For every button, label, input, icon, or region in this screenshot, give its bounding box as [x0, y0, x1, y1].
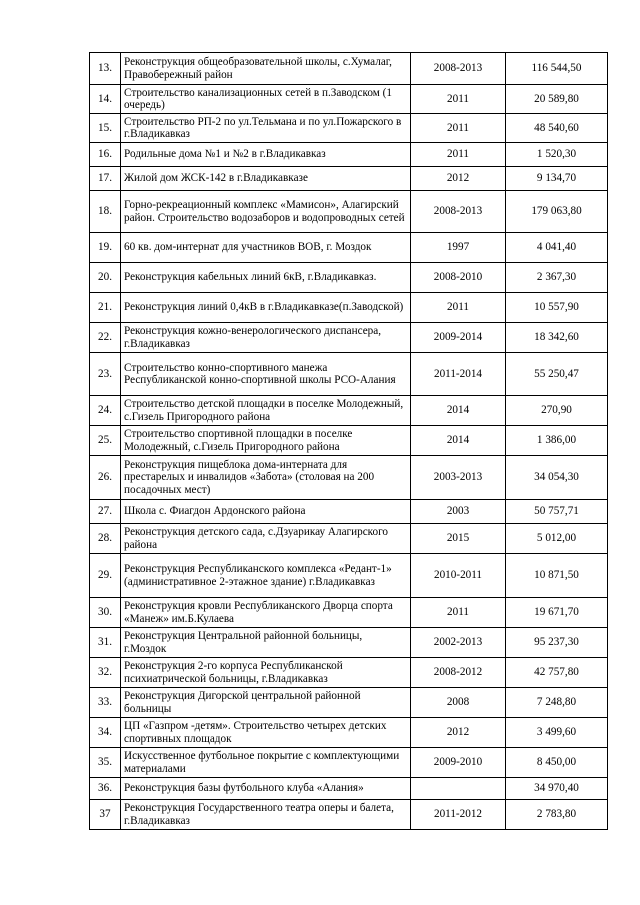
- project-years: 2008-2013: [411, 53, 506, 85]
- project-years: [411, 778, 506, 800]
- project-name: ЦП «Газпром -детям». Строительство четырех детских спортивных площадок: [121, 718, 411, 748]
- row-number: 26.: [90, 456, 121, 500]
- project-amount: 20 589,80: [506, 85, 608, 114]
- row-number: 21.: [90, 293, 121, 323]
- project-name: Строительство канализационных сетей в п.Заводском (1 очередь): [121, 85, 411, 114]
- row-number: 30.: [90, 598, 121, 628]
- project-amount: 270,90: [506, 396, 608, 426]
- project-amount: 5 012,00: [506, 524, 608, 554]
- project-years: 2003-2013: [411, 456, 506, 500]
- project-years: 2002-2013: [411, 628, 506, 658]
- row-number: 20.: [90, 263, 121, 293]
- project-name: Горно-рекреационный комплекс «Мамисон», Алагирский район. Строительство водозаборов и водопроводных сетей: [121, 191, 411, 233]
- table-row: [90, 554, 608, 598]
- row-number: 37: [90, 800, 121, 830]
- project-amount: 3 499,60: [506, 718, 608, 748]
- row-number: 32.: [90, 658, 121, 688]
- project-years: 2011-2012: [411, 800, 506, 830]
- table-row: [90, 263, 608, 293]
- project-name: Реконструкция 2-го корпуса Республиканской психиатрической больницы, г.Владикавказ: [121, 658, 411, 688]
- project-amount: 55 250,47: [506, 353, 608, 396]
- project-name: Строительство РП-2 по ул.Тельмана и по ул.Пожарского в г.Владикавказ: [121, 114, 411, 143]
- project-amount: 7 248,80: [506, 688, 608, 718]
- project-years: 2011: [411, 85, 506, 114]
- project-years: 2008: [411, 688, 506, 718]
- project-name: Реконструкция Республиканского комплекса «Редант-1» (административное 2-этажное здание) г.Владикавказ: [121, 554, 411, 598]
- table-row: [90, 167, 608, 191]
- project-name: Школа с. Фиагдон Ардонского района: [121, 500, 411, 524]
- row-number: 28.: [90, 524, 121, 554]
- table-row: [90, 718, 608, 748]
- project-name: Реконструкция кровли Республиканского Дворца спорта «Манеж» им.Б.Кулаева: [121, 598, 411, 628]
- row-number: 27.: [90, 500, 121, 524]
- project-name: Строительство конно-спортивного манежа Республиканской конно-спортивной школы РСО-Алания: [121, 353, 411, 396]
- project-amount: 8 450,00: [506, 748, 608, 778]
- project-amount: 10 871,50: [506, 554, 608, 598]
- project-years: 2012: [411, 167, 506, 191]
- row-number: 19.: [90, 233, 121, 263]
- project-amount: 2 367,30: [506, 263, 608, 293]
- project-amount: 34 970,40: [506, 778, 608, 800]
- row-number: 18.: [90, 191, 121, 233]
- table-row: [90, 778, 608, 800]
- project-name: Строительство спортивной площадки в поселке Молодежный, с.Гизель Пригородного района: [121, 426, 411, 456]
- project-years: 2009-2010: [411, 748, 506, 778]
- row-number: 35.: [90, 748, 121, 778]
- project-name: Реконструкция Дигорской центральной районной больницы: [121, 688, 411, 718]
- table-row: [90, 658, 608, 688]
- table-row: [90, 748, 608, 778]
- project-amount: 42 757,80: [506, 658, 608, 688]
- project-years: 2003: [411, 500, 506, 524]
- project-years: 2008-2013: [411, 191, 506, 233]
- project-years: 2014: [411, 396, 506, 426]
- table-row: [90, 53, 608, 85]
- table-row: [90, 293, 608, 323]
- project-name: Жилой дом ЖСК-142 в г.Владикавказе: [121, 167, 411, 191]
- table-row: [90, 85, 608, 114]
- project-amount: 179 063,80: [506, 191, 608, 233]
- table-row: [90, 524, 608, 554]
- row-number: 36.: [90, 778, 121, 800]
- table-row: [90, 114, 608, 143]
- project-years: 2014: [411, 426, 506, 456]
- project-amount: 95 237,30: [506, 628, 608, 658]
- project-amount: 116 544,50: [506, 53, 608, 85]
- project-name: Родильные дома №1 и №2 в г.Владикавказ: [121, 143, 411, 167]
- table-row: [90, 456, 608, 500]
- projects-table: [89, 52, 608, 830]
- row-number: 25.: [90, 426, 121, 456]
- row-number: 22.: [90, 323, 121, 353]
- project-name: Реконструкция детского сада, с.Дзуарикау Алагирского района: [121, 524, 411, 554]
- project-amount: 1 386,00: [506, 426, 608, 456]
- project-name: 60 кв. дом-интернат для участников ВОВ, г. Моздок: [121, 233, 411, 263]
- project-amount: 34 054,30: [506, 456, 608, 500]
- row-number: 34.: [90, 718, 121, 748]
- project-amount: 48 540,60: [506, 114, 608, 143]
- project-name: Реконструкция кожно-венерологического диспансера, г.Владикавказ: [121, 323, 411, 353]
- row-number: 14.: [90, 85, 121, 114]
- table-row: [90, 191, 608, 233]
- project-name: Реконструкция общеобразовательной школы, с.Хумалаг, Правобережный район: [121, 53, 411, 85]
- project-name: Реконструкция Центральной районной больницы, г.Моздок: [121, 628, 411, 658]
- project-amount: 4 041,40: [506, 233, 608, 263]
- project-name: Реконструкция Государственного театра оперы и балета, г.Владикавказ: [121, 800, 411, 830]
- project-years: 2011: [411, 114, 506, 143]
- row-number: 13.: [90, 53, 121, 85]
- row-number: 31.: [90, 628, 121, 658]
- table-row: [90, 353, 608, 396]
- project-amount: 2 783,80: [506, 800, 608, 830]
- row-number: 17.: [90, 167, 121, 191]
- project-name: Реконструкция базы футбольного клуба «Алания»: [121, 778, 411, 800]
- project-years: 2011: [411, 598, 506, 628]
- row-number: 33.: [90, 688, 121, 718]
- table-row: [90, 426, 608, 456]
- row-number: 24.: [90, 396, 121, 426]
- row-number: 15.: [90, 114, 121, 143]
- project-name: Реконструкция линий 0,4кВ в г.Владикавказе(п.Заводской): [121, 293, 411, 323]
- table-row: [90, 800, 608, 830]
- project-name: Реконструкция пищеблока дома-интерната для престарелых и инвалидов «Забота» (столовая на 200 посадочных мест): [121, 456, 411, 500]
- project-years: 2009-2014: [411, 323, 506, 353]
- table-row: [90, 628, 608, 658]
- project-name: Реконструкция кабельных линий 6кВ, г.Владикавказ.: [121, 263, 411, 293]
- row-number: 23.: [90, 353, 121, 396]
- project-years: 1997: [411, 233, 506, 263]
- project-years: 2011: [411, 143, 506, 167]
- project-years: 2015: [411, 524, 506, 554]
- table-body: [90, 53, 608, 830]
- table-row: [90, 396, 608, 426]
- project-years: 2008-2010: [411, 263, 506, 293]
- project-years: 2010-2011: [411, 554, 506, 598]
- project-amount: 1 520,30: [506, 143, 608, 167]
- table-row: [90, 500, 608, 524]
- table-row: [90, 143, 608, 167]
- project-amount: 10 557,90: [506, 293, 608, 323]
- project-name: Искусственное футбольное покрытие с комплектующими материалами: [121, 748, 411, 778]
- project-years: 2011: [411, 293, 506, 323]
- project-name: Строительство детской площадки в поселке Молодежный, с.Гизель Пригородного района: [121, 396, 411, 426]
- project-amount: 9 134,70: [506, 167, 608, 191]
- project-amount: 18 342,60: [506, 323, 608, 353]
- row-number: 16.: [90, 143, 121, 167]
- table-row: [90, 323, 608, 353]
- table-row: [90, 233, 608, 263]
- row-number: 29.: [90, 554, 121, 598]
- table-row: [90, 688, 608, 718]
- project-amount: 19 671,70: [506, 598, 608, 628]
- project-amount: 50 757,71: [506, 500, 608, 524]
- project-years: 2011-2014: [411, 353, 506, 396]
- table-row: [90, 598, 608, 628]
- project-years: 2008-2012: [411, 658, 506, 688]
- project-years: 2012: [411, 718, 506, 748]
